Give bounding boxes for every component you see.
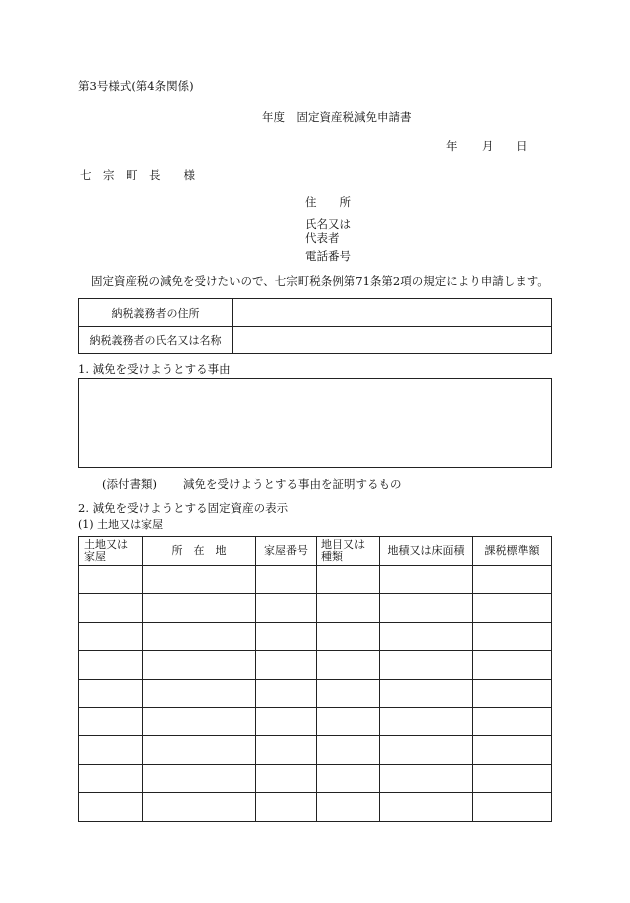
table-cell[interactable] (380, 566, 473, 594)
table-cell[interactable] (473, 679, 552, 707)
property-table (78, 536, 552, 822)
table-cell[interactable] (79, 594, 143, 622)
table-cell[interactable] (79, 764, 143, 792)
table-cell[interactable] (317, 566, 380, 594)
taxpayer-name-field[interactable] (233, 327, 552, 354)
table-cell[interactable] (256, 764, 317, 792)
table-cell[interactable] (143, 651, 256, 679)
addressee: 七 宗 町 長 様 (80, 168, 195, 182)
table-cell[interactable] (256, 651, 317, 679)
table-row (79, 651, 552, 679)
table-cell[interactable] (143, 566, 256, 594)
table-cell[interactable] (79, 622, 143, 650)
table-row (79, 707, 552, 735)
date-month: 月 (482, 139, 494, 153)
table-cell[interactable] (79, 707, 143, 735)
applicant-address-label: 住 所 (305, 195, 351, 209)
table-cell[interactable] (79, 566, 143, 594)
table-cell[interactable] (473, 651, 552, 679)
table-row (79, 736, 552, 764)
table-cell[interactable] (473, 622, 552, 650)
date-year: 年 (446, 139, 458, 153)
table-cell[interactable] (317, 707, 380, 735)
date-day: 日 (516, 139, 528, 153)
table-cell[interactable] (380, 651, 473, 679)
attachment-text: 減免を受けようとする事由を証明するもの (183, 477, 402, 491)
table-cell[interactable] (256, 566, 317, 594)
table-cell[interactable] (380, 707, 473, 735)
table-cell[interactable] (256, 594, 317, 622)
table-cell[interactable] (79, 651, 143, 679)
section2-heading: 2. 減免を受けようとする固定資産の表示 (78, 501, 289, 515)
applicant-representative-label: 代表者 (305, 231, 340, 245)
table-cell[interactable] (317, 764, 380, 792)
table-cell[interactable] (317, 793, 380, 821)
column-header: 土地又は家屋 (79, 537, 143, 566)
table-cell[interactable] (473, 764, 552, 792)
table-cell[interactable] (317, 736, 380, 764)
table-cell[interactable] (79, 793, 143, 821)
table-cell[interactable] (256, 793, 317, 821)
section1-heading: 1. 減免を受けようとする事由 (78, 362, 231, 376)
table-cell[interactable] (256, 736, 317, 764)
attachment-label: (添付書類) (102, 477, 157, 491)
table-row (79, 764, 552, 792)
table-cell[interactable] (256, 622, 317, 650)
form-number: 第3号様式(第4条関係) (78, 79, 194, 93)
table-row (79, 594, 552, 622)
table-cell[interactable] (143, 736, 256, 764)
column-header: 家屋番号 (256, 537, 317, 566)
taxpayer-address-field[interactable] (233, 299, 552, 327)
reason-box[interactable] (78, 378, 552, 468)
column-header: 所 在 地 (143, 537, 256, 566)
applicant-phone-label: 電話番号 (305, 249, 351, 263)
table-cell[interactable] (380, 679, 473, 707)
table-cell[interactable] (473, 594, 552, 622)
table-cell[interactable] (79, 736, 143, 764)
table-cell[interactable] (143, 679, 256, 707)
table-cell[interactable] (473, 707, 552, 735)
table-cell[interactable] (143, 764, 256, 792)
table-row (79, 566, 552, 594)
taxpayer-address-label: 納税義務者の住所 (79, 299, 233, 327)
table-cell[interactable] (143, 707, 256, 735)
table-row (79, 622, 552, 650)
table-cell[interactable] (380, 764, 473, 792)
table-cell[interactable] (380, 594, 473, 622)
column-header: 地積又は床面積 (380, 537, 473, 566)
table-cell[interactable] (473, 736, 552, 764)
table-row (79, 679, 552, 707)
table-cell[interactable] (317, 651, 380, 679)
column-header: 課税標準額 (473, 537, 552, 566)
applicant-name-label: 氏名又は (305, 217, 351, 231)
table-cell[interactable] (256, 707, 317, 735)
taxpayer-name-label: 納税義務者の氏名又は名称 (79, 327, 233, 354)
section2-subheading: (1) 土地又は家屋 (78, 518, 164, 531)
table-cell[interactable] (317, 622, 380, 650)
intro-text: 固定資産税の減免を受けたいので、七宗町税条例第71条第2項の規定により申請します。 (91, 274, 549, 288)
table-cell[interactable] (317, 679, 380, 707)
table-row (79, 793, 552, 821)
table-cell[interactable] (256, 679, 317, 707)
form-title: 年度 固定資産税減免申請書 (262, 110, 412, 124)
table-cell[interactable] (380, 622, 473, 650)
table-cell[interactable] (143, 793, 256, 821)
table-cell[interactable] (473, 793, 552, 821)
table-cell[interactable] (473, 566, 552, 594)
table-cell[interactable] (143, 594, 256, 622)
table-cell[interactable] (317, 594, 380, 622)
table-cell[interactable] (79, 679, 143, 707)
column-header: 地目又は種類 (317, 537, 380, 566)
taxpayer-table (78, 298, 552, 354)
table-cell[interactable] (143, 622, 256, 650)
table-cell[interactable] (380, 736, 473, 764)
table-cell[interactable] (380, 793, 473, 821)
